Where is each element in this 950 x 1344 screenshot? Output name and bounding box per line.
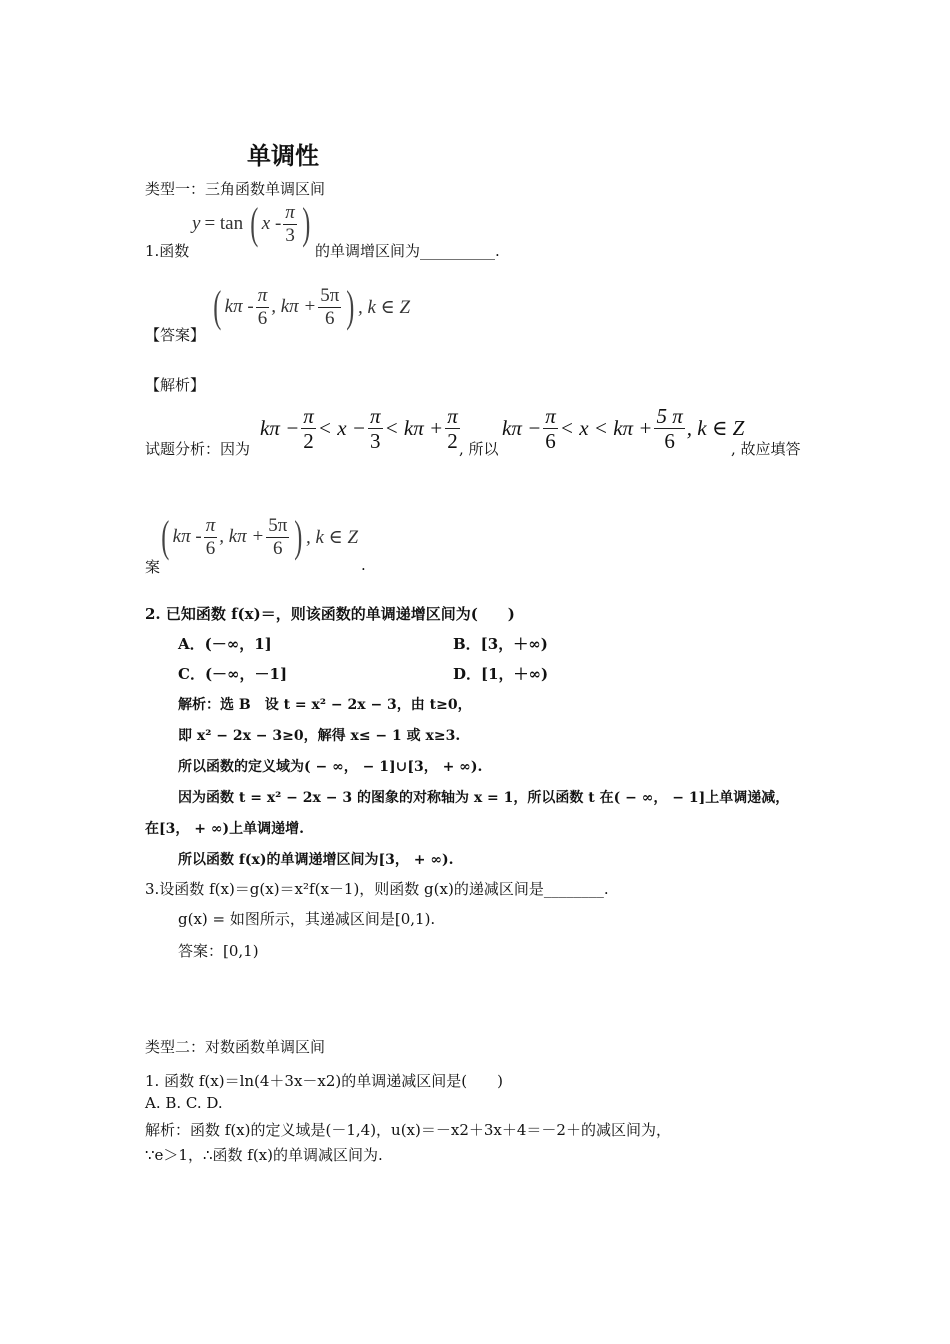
- ineq2-lt-x-lt: < x < kπ +: [559, 416, 653, 441]
- answer-label: 【答案】: [145, 326, 206, 344]
- q2-solution-3: 所以函数的定义域为( − ∞， − 1]∪[3， + ∞).: [178, 759, 483, 775]
- answer-mid: , kπ +: [271, 296, 317, 318]
- type2-solution-2: ∵e＞1，∴函数 f(x)的单调减区间为.: [145, 1146, 383, 1164]
- q3-line-2: g(x) = 如图所示，其递减区间是[0,1).: [178, 910, 436, 928]
- q1-y: y: [192, 213, 201, 235]
- answer-six: 6: [257, 307, 268, 329]
- answer-five-pi: 5π: [320, 285, 340, 306]
- type2-q1: 1. 函数 f(x)＝ln(4＋3x－x2)的单调递减区间是( ): [145, 1072, 503, 1090]
- ineq2-five-pi: 5 π: [656, 404, 683, 428]
- analysis-period: .: [361, 556, 366, 574]
- ineq1-kpi-minus: kπ −: [260, 416, 300, 441]
- analysis-inequality-1: [260, 404, 462, 453]
- answer-six-2: 6: [325, 307, 335, 329]
- aa-mid: , kπ +: [219, 526, 265, 548]
- q1-x: x -: [261, 213, 282, 235]
- ineq1-lt-kpi-plus: < kπ +: [384, 416, 444, 441]
- q3-stem: 3.设函数 f(x)＝g(x)＝x²f(x－1)，则函数 g(x)的递减区间是________.: [145, 880, 609, 898]
- q1-prefix: 1.函数: [145, 242, 190, 260]
- ineq2-kpi-minus: kπ −: [502, 416, 542, 441]
- q2-solution-2: 即 x² − 2x − 3≥0，解得 x≤ − 1 或 x≥3.: [178, 728, 461, 744]
- ineq1-pi-2: π: [369, 404, 381, 428]
- answer-formula: ( kπ - $\frac{\pi}{6}$ , kπ + $\frac{5\pi}{6}$ ) , k ∈ Z: [213, 282, 411, 332]
- q2-option-a: A．(－∞，1]: [178, 635, 272, 653]
- aa-kpi-minus: kπ -: [172, 526, 202, 548]
- ineq2-pi: π: [545, 404, 556, 428]
- q1-three: 3: [285, 224, 295, 246]
- analysis-answer-formula: ( kπ - $\frac{\pi}{6}$ , kπ + $\frac{5\pi}{6}$ ) , k ∈ Z: [161, 512, 359, 562]
- analysis-fill: , 故应填答: [731, 440, 801, 458]
- ineq1-lt-x-minus: < x −: [317, 416, 366, 441]
- aa-five-pi: 5π: [268, 515, 288, 536]
- answer-tail: , k ∈ Z: [358, 296, 411, 318]
- ineq1-two: 2: [303, 429, 314, 454]
- analysis-lead: 试题分析：因为: [145, 440, 251, 458]
- aa-six-2: 6: [273, 537, 283, 559]
- section-heading-type1: 类型一：三角函数单调区间: [145, 180, 326, 198]
- q1-pi: π: [285, 202, 295, 223]
- ineq2-six-2: 6: [664, 429, 675, 454]
- q2-option-b: B．[3，＋∞): [453, 635, 548, 653]
- q1-suffix: 的单调增区间为__________.: [315, 242, 500, 260]
- ineq1-pi: π: [303, 404, 314, 428]
- ineq2-six: 6: [545, 429, 556, 454]
- q2-option-d: D．[1，＋∞): [453, 665, 549, 683]
- aa-six: 6: [205, 537, 216, 559]
- analysis-so: , 所以: [459, 440, 499, 458]
- ineq1-three: 3: [369, 429, 381, 454]
- q1-eq-tan: = tan: [204, 213, 244, 235]
- q2-option-c: C．(－∞，－1]: [178, 665, 288, 683]
- ineq1-pi-3: π: [447, 404, 458, 428]
- page-title: 单调性: [247, 141, 319, 170]
- q2-solution-4: 因为函数 t = x² − 2x − 3 的图象的对称轴为 x = 1，所以函数 t 在( − ∞， − 1]上单调递减，: [178, 790, 790, 806]
- q2-stem: 2. 已知函数 f(x)＝，则该函数的单调递增区间为( ): [145, 605, 515, 623]
- ineq2-tail: , k ∈ Z: [686, 416, 745, 441]
- q2-solution-5: 在[3， + ∞)上单调递增.: [145, 821, 305, 837]
- q2-solution-6: 所以函数 f(x)的单调递增区间为[3， + ∞).: [178, 852, 454, 868]
- ineq1-two-2: 2: [447, 429, 458, 454]
- q3-answer: 答案：[0,1): [178, 942, 259, 960]
- type2-options: A. B. C. D.: [145, 1094, 223, 1112]
- analysis-label: 【解析】: [145, 376, 206, 394]
- q2-solution-1: 解析：选 B 设 t = x² − 2x − 3，由 t≥0，: [178, 697, 472, 713]
- answer-pi: π: [257, 285, 268, 306]
- analysis-inequality-2: [502, 404, 744, 453]
- type2-solution-1: 解析：函数 f(x)的定义域是(－1,4)，u(x)＝－x2＋3x＋4＝－2＋的减区间为，: [145, 1121, 671, 1139]
- q1-function-formula: y = tan ( x - $\frac{\pi}{3}$ ): [192, 199, 311, 249]
- section-heading-type2: 类型二：对数函数单调区间: [145, 1038, 326, 1056]
- answer-kpi-minus: kπ -: [224, 296, 254, 318]
- analysis-an: 案: [145, 558, 161, 576]
- aa-tail: , k ∈ Z: [306, 526, 359, 548]
- aa-pi: π: [205, 515, 216, 536]
